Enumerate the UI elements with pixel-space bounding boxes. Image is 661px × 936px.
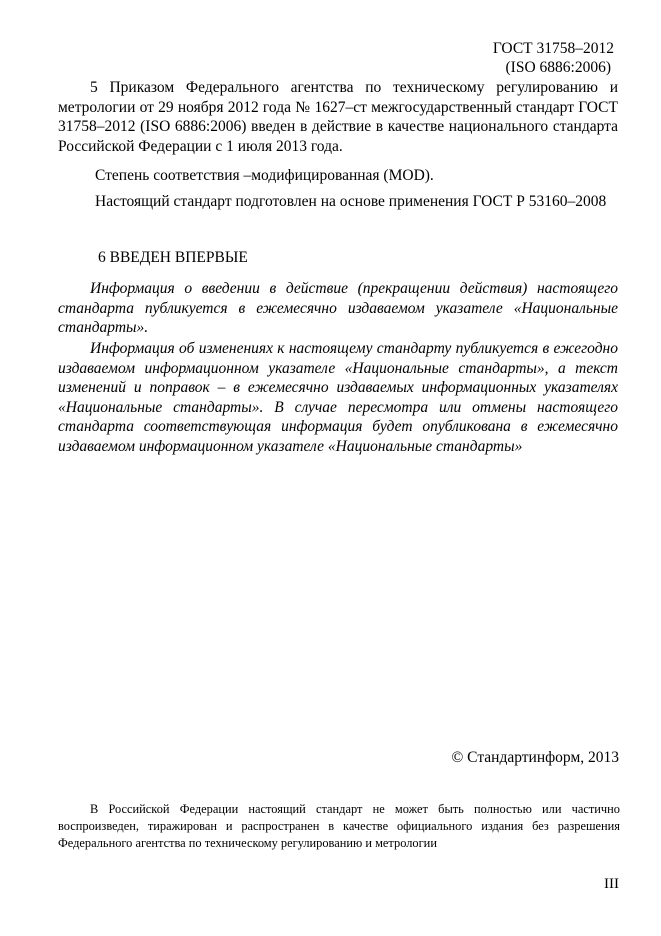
reproduction-notice — [58, 801, 620, 852]
conformity-degree: Степень соответствия –модифицированная (MOD). — [95, 167, 434, 184]
page-header — [414, 39, 614, 77]
copyright-notice: © Стандартинформ, 2013 — [451, 749, 619, 766]
reproduction-notice-text: В Российской Федерации настоящий стандарт не может быть полностью или частично воспроизведен, тиражирован и распространен в качестве официального издания без разрешения Федерального агентства по техническому регулированию и метрологии — [58, 802, 620, 850]
info-introduction-paragraph: Информация о введении в действие (прекращении действия) настоящего стандарта публикуется в ежемесячно издаваемом указателе «Национальные стандарты». — [58, 280, 618, 336]
basis-block — [58, 192, 618, 212]
section-6-heading-block — [58, 248, 618, 268]
conformity-block — [58, 166, 618, 186]
section-6-heading: 6 ВВЕДЕН ВПЕРВЫЕ — [98, 249, 248, 266]
basis-statement: Настоящий стандарт подготовлен на основе применения ГОСТ Р 53160–2008 — [95, 193, 607, 210]
section-5 — [58, 78, 618, 156]
section-5-paragraph: 5 Приказом Федерального агентства по техническому регулированию и метрологии от 29 ноября 2012 года № 1627–ст межгосударственный стандарт ГОСТ 31758–2012 (ISO 6886:2006) введен в действие в качестве национального стандарта Российской Федерации с 1 июля 2013 года. — [58, 79, 618, 155]
page-number: III — [604, 876, 619, 892]
iso-reference: (ISO 6886:2006) — [505, 59, 611, 76]
section-6-info-1 — [58, 279, 618, 338]
section-6-info-2 — [58, 339, 618, 456]
info-changes-paragraph: Информация об изменениях к настоящему стандарту публикуется в ежегодно издаваемом информационном указателе «Национальные стандарты», а текст изменений и поправок – в ежемесячно издаваемых информационных указателях «Национальные стандарты». В случае пересмотра или отмены настоящего стандарта соответствующая информация будет опубликована в ежемесячно издаваемом информационном указателе «Национальные стандарты» — [58, 340, 618, 455]
standard-code: ГОСТ 31758–2012 — [492, 40, 614, 57]
